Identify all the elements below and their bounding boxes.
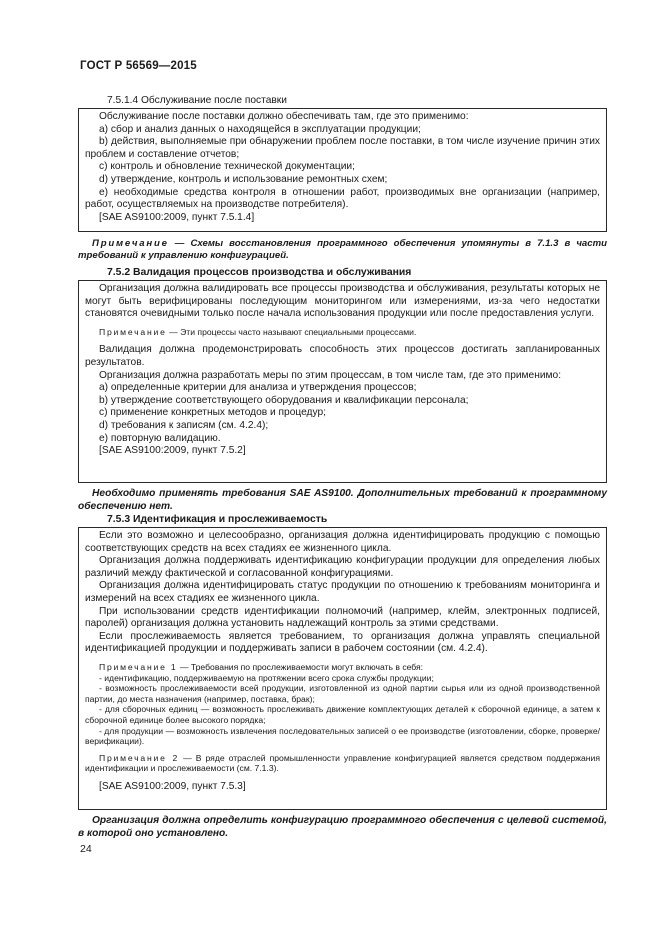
page-number: 24	[80, 843, 92, 855]
note-text: — Требования по прослеживаемости могут включать в себя:	[177, 661, 424, 672]
note-label: Примечание 2	[99, 752, 180, 763]
paragraph: Если прослеживаемость является требованием, то организация должна управлять специальной идентификацией продукции и поддерживать записи в рабочем состоянии (см. 4.2.4).	[85, 630, 600, 655]
list-item: b) действия, выполняемые при обнаружении проблем после поставки, в том числе изучение причин этих проблем и составление отчетов;	[85, 136, 600, 160]
paragraph: При использовании средств идентификации полномочий (например, клейм, электронных подписей, паролей) организация должна установить надлежащий контроль за этими средствами.	[85, 605, 600, 630]
note-2	[85, 753, 600, 774]
note-label: Примечание 1	[99, 661, 178, 672]
note-7514	[78, 238, 607, 262]
subsection-title-7514: 7.5.1.4 Обслуживание после поставки	[107, 95, 287, 106]
list-item: c) контроль и обновление технической документации;	[99, 161, 355, 173]
reference: [SAE AS9100:2009, пункт 7.5.2]	[99, 445, 246, 457]
quote-box-753	[78, 527, 607, 810]
paragraph: Организация должна идентифицировать статус продукции по отношению к требованиям мониторинга и измерений на всех стадиях ее жизненного цикла.	[85, 580, 600, 604]
document-header: ГОСТ Р 56569—2015	[80, 60, 197, 72]
note-list-item: - возможность прослеживаемости всей продукции, изготовленной из одной партии сырья или из одной производственной партии, до места назначения (например, поставка, брак);	[85, 683, 600, 704]
list-item: d) утверждение, контроль и использование ремонтных схем;	[99, 173, 388, 185]
list-item: e) необходимые средства контроля в отношении работ, производимых вне организации (например, работ, осуществляемых на производстве потребителя).	[85, 186, 600, 211]
note-1	[85, 662, 600, 673]
note	[85, 327, 600, 338]
reference: [SAE AS9100:2009, пункт 7.5.1.4]	[99, 211, 255, 223]
note-label: Примечание	[99, 326, 167, 337]
quote-box-752	[78, 280, 607, 483]
note-label: Примечание	[92, 238, 169, 249]
reference: [SAE AS9100:2009, пункт 7.5.3]	[99, 780, 246, 792]
quote-box-7514	[78, 108, 607, 232]
note-list-item: - для продукции — возможность извлечения последовательных записей о ее производстве (изготовлении, сборке, проверке/верификации).	[85, 725, 600, 747]
list-item: a) определенные критерии для анализа и утверждения процессов;	[99, 382, 417, 394]
list-item: e) повторную валидацию.	[99, 432, 221, 444]
paragraph: Организация должна поддерживать идентификацию конфигурации продукции для определения любых различий между фактической и согласованной конфигурациями.	[85, 555, 600, 579]
list-item: d) требования к записям (см. 4.2.4);	[99, 419, 269, 431]
paragraph: Организация должна валидировать все процессы производства и обслуживания, результаты которых не могут быть верифицированы последующим мониторингом или измерениями, из-за чего недостатки становятся очевидными только после начала использования продукции или после предоставления услуги.	[85, 283, 600, 320]
paragraph: Если это возможно и целесообразно, организация должна идентифицировать продукцию с помощью соответствующих средств на всех стадиях ее жизненного цикла.	[85, 530, 600, 554]
section-title-753: 7.5.3 Идентификация и прослеживаемость	[107, 514, 328, 525]
list-item: c) применение конкретных методов и процедур;	[99, 407, 326, 419]
note-text: — В ряде отраслей промышленности управление конфигурацией является средством поддержания идентификации и прослеживаемости (см. 7.1.3).	[85, 752, 600, 774]
requirement-753: Организация должна определить конфигурацию программного обеспечения с целевой системой, в которой оно установлено.	[78, 815, 607, 839]
note-list-item: - идентификацию, поддерживаемую на протяжении всего срока службы продукции;	[99, 672, 434, 683]
paragraph: Обслуживание после поставки должно обеспечивать там, где это применимо:	[99, 111, 469, 122]
list-item: a) сбор и анализ данных о находящейся в эксплуатации продукции;	[99, 123, 421, 135]
list-item: b) утверждение соответствующего оборудования и квалификации персонала;	[99, 394, 469, 406]
note-text: — Эти процессы часто называют специальными процессами.	[166, 326, 417, 337]
paragraph: Организация должна разработать меры по этим процессам, в том числе там, где это применимо:	[99, 369, 562, 381]
note-text: — Схемы восстановления программного обеспечения упомянуты в 7.1.3 в части требований к управлению конфигурацией.	[78, 238, 607, 261]
note-list-item: - для сборочных единиц — возможность прослеживать движение комплектующих деталей к сборочной единице, а затем к сборочной единице более высокого порядка;	[85, 704, 600, 725]
paragraph: Валидация должна продемонстрировать способность этих процессов достигать запланированных результатов.	[85, 344, 600, 368]
requirement-752: Необходимо применять требования SAE AS9100. Дополнительных требований к программному обеспечению нет.	[78, 488, 607, 512]
section-title-752: 7.5.2 Валидация процессов производства и обслуживания	[107, 267, 412, 278]
